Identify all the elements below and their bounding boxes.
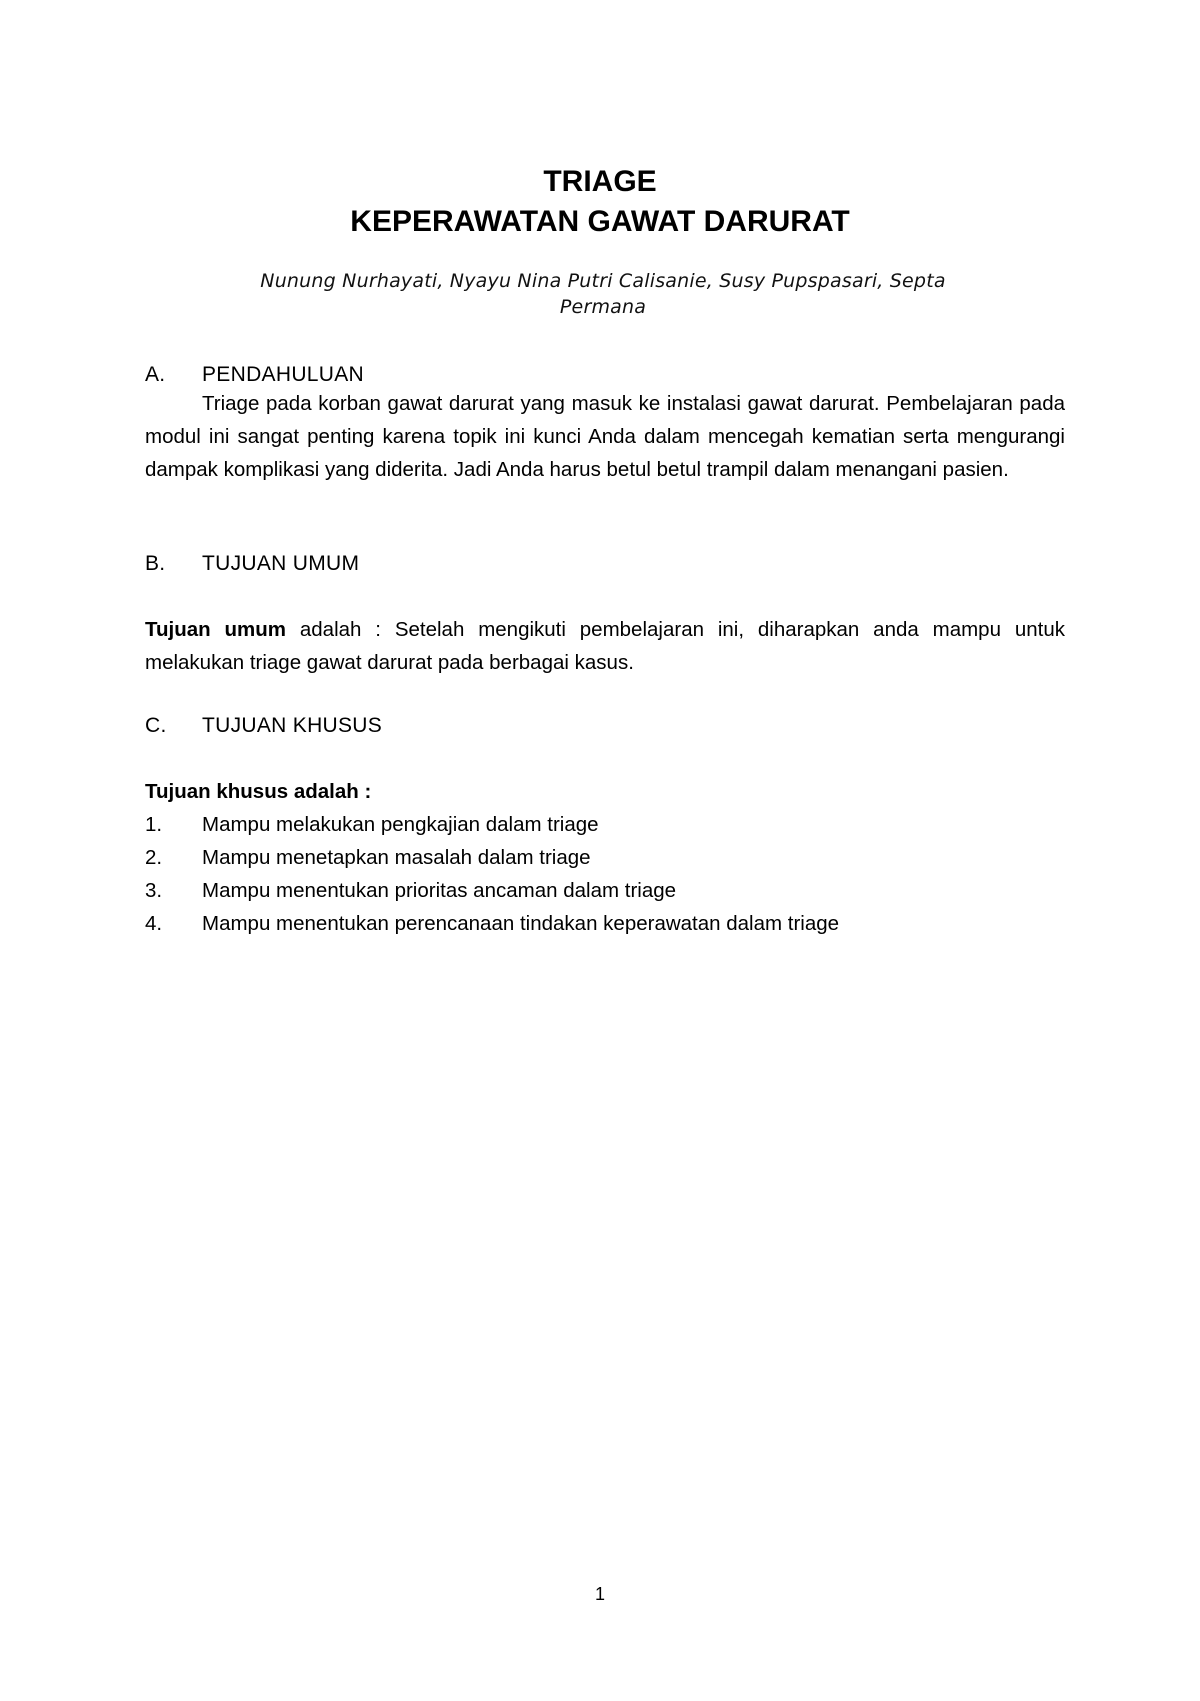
- section-letter: C.: [145, 714, 167, 737]
- tujuan-khusus-list: [145, 808, 1065, 940]
- list-item-number: 1.: [145, 813, 163, 836]
- list-item: [145, 808, 1065, 841]
- list-item: [145, 907, 1065, 940]
- document-title: [0, 162, 1200, 242]
- section-letter: A.: [145, 363, 166, 386]
- section-title: TUJUAN UMUM: [202, 552, 360, 575]
- pendahuluan-paragraph: Triage pada korban gawat darurat yang masuk ke instalasi gawat darurat. Pembelajaran pada modul ini sangat penting karena topik ini kunci Anda dalam mencegah kematian serta mengurangi dampak komplikasi yang diderita. Jadi Anda harus betul betul trampil dalam menangani pasien.: [145, 392, 1065, 481]
- tujuan-umum-text: adalah : Setelah mengikuti pembelajaran ini, diharapkan anda mampu untuk melakukan triage gawat darurat pada berbagai kasus.: [145, 618, 1065, 674]
- list-item-text: Mampu menentukan perencanaan tindakan keperawatan dalam triage: [202, 912, 840, 935]
- tujuan-umum-paragraph: [145, 613, 1065, 679]
- list-item-number: 2.: [145, 846, 163, 869]
- list-item-number: 4.: [145, 912, 163, 935]
- authors: Nunung Nurhayati, Nyayu Nina Putri Calisanie, Susy Pupspasari, Septa Permana: [260, 270, 946, 318]
- section-letter: B.: [145, 552, 166, 575]
- section-heading-pendahuluan: [145, 361, 364, 389]
- list-item: [145, 841, 1065, 874]
- tujuan-khusus-label: [145, 775, 1065, 808]
- list-item-text: Mampu menentukan prioritas ancaman dalam triage: [202, 879, 677, 902]
- title-line-2: KEPERAWATAN GAWAT DARURAT: [350, 205, 850, 238]
- list-item: [145, 874, 1065, 907]
- list-item-number: 3.: [145, 879, 163, 902]
- page-number: 1: [594, 1584, 605, 1604]
- list-item-text: Mampu menetapkan masalah dalam triage: [202, 846, 591, 869]
- section-title: PENDAHULUAN: [202, 363, 364, 386]
- section-title: TUJUAN KHUSUS: [202, 714, 383, 737]
- list-item-text: Mampu melakukan pengkajian dalam triage: [202, 813, 599, 836]
- section-heading-tujuan-umum: [145, 550, 359, 578]
- tujuan-khusus-label-text: Tujuan khusus adalah :: [145, 780, 372, 803]
- tujuan-umum-label: Tujuan umum: [145, 618, 287, 641]
- title-line-1: TRIAGE: [543, 165, 657, 198]
- section-heading-tujuan-khusus: [145, 712, 382, 740]
